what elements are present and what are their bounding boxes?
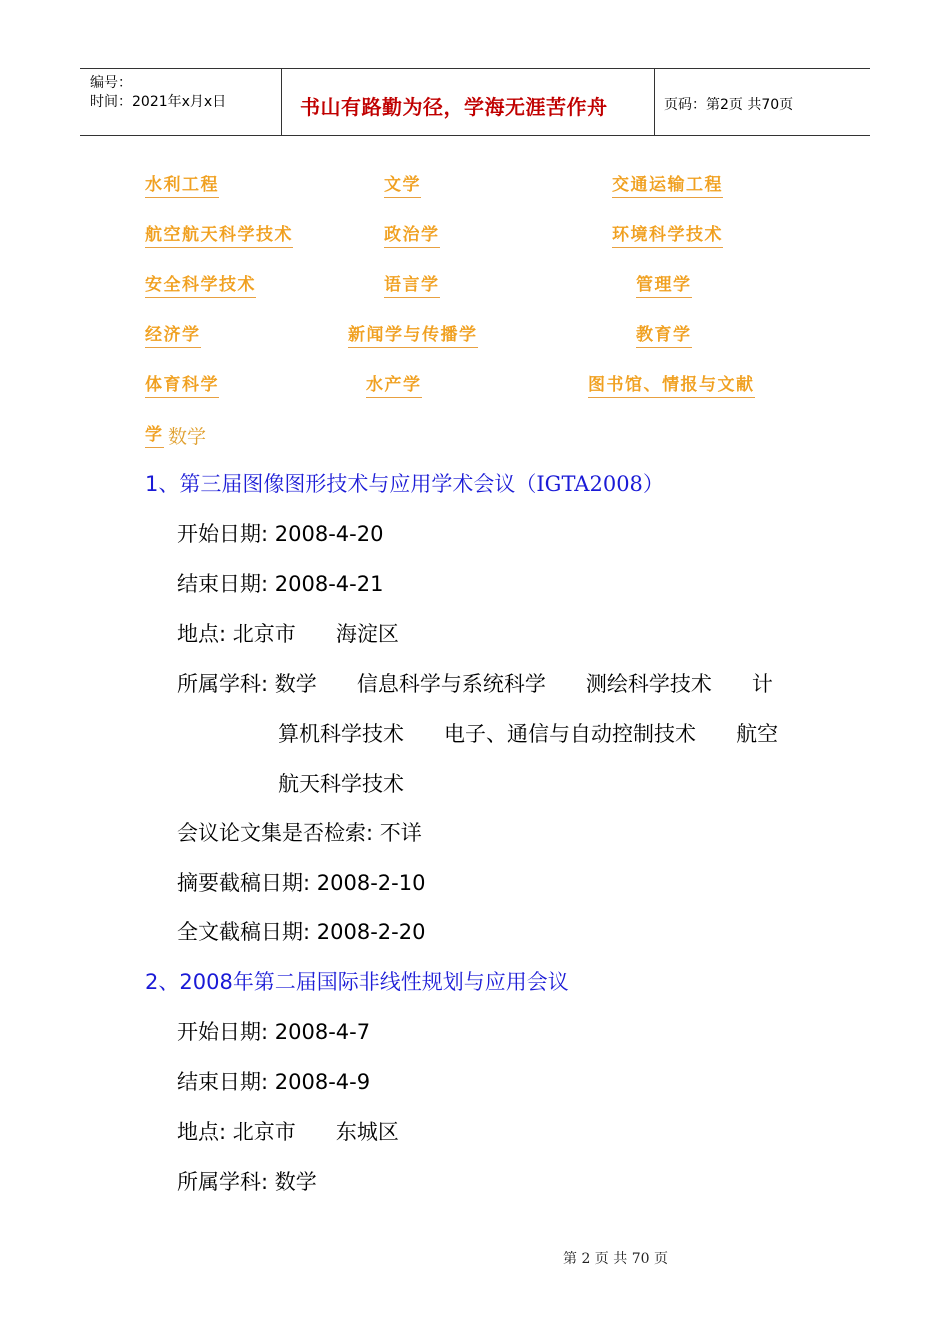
abstract-deadline-label: 摘要截稿日期:	[177, 871, 311, 895]
start-date-value: 2008-4-7	[274, 1020, 371, 1044]
fulltext-deadline-label: 全文截稿日期:	[177, 920, 311, 944]
end-date-value: 2008-4-21	[274, 572, 384, 596]
indexed-label: 会议论文集是否检索:	[177, 821, 374, 845]
subject-link-sports[interactable]: 体育科学	[145, 374, 219, 398]
header-divider-left	[281, 68, 282, 135]
conference-number: 1、	[145, 472, 180, 496]
header-bottom-rule	[80, 135, 870, 136]
subject-link-linguistics[interactable]: 语言学	[384, 274, 440, 298]
field-value: 数学	[274, 1170, 317, 1194]
header-top-rule	[80, 68, 870, 69]
end-date-label: 结束日期:	[177, 1070, 269, 1094]
location-row	[177, 1116, 399, 1146]
location-row	[177, 618, 399, 648]
field-row	[177, 1166, 317, 1196]
start-date-row	[177, 518, 383, 548]
page-footer: 第 2 页 共 70 页	[563, 1251, 668, 1267]
end-date-label: 结束日期:	[177, 572, 269, 596]
subject-link-library-info-tail[interactable]: 学	[145, 424, 164, 448]
conference-name: 第三届图像图形技术与应用学术会议（IGTA2008）	[179, 472, 664, 496]
field-value-line2: 算机科学技术 电子、通信与自动控制技术 航空	[278, 722, 779, 746]
end-date-value: 2008-4-9	[274, 1070, 371, 1094]
header-time-label: 时间：2021年x月x日	[90, 94, 227, 110]
location-label: 地点:	[177, 1120, 227, 1144]
location-label: 地点:	[177, 622, 227, 646]
indexed-value: 不详	[379, 821, 422, 845]
fulltext-deadline-value: 2008-2-20	[316, 920, 426, 944]
field-value-line3: 航天科学技术	[278, 772, 404, 796]
subject-link-fisheries[interactable]: 水产学	[366, 374, 422, 398]
subject-link-library-info[interactable]: 图书馆、情报与文献	[588, 374, 755, 398]
subject-link-education[interactable]: 教育学	[636, 324, 692, 348]
conference-title[interactable]	[145, 468, 664, 498]
field-row	[177, 668, 773, 698]
field-label: 所属学科:	[177, 1170, 269, 1194]
subject-link-safety[interactable]: 安全科学技术	[145, 274, 256, 298]
conference-name: 年第二届国际非线性规划与应用会议	[232, 970, 569, 994]
header-code-label: 编号：	[90, 75, 132, 91]
end-date-row	[177, 1066, 370, 1096]
abstract-deadline-row	[177, 867, 425, 897]
header-page-label: 页码：第2页 共70页	[664, 97, 794, 113]
subject-link-hydraulic-engineering[interactable]: 水利工程	[145, 174, 219, 198]
subject-link-transport-engineering[interactable]: 交通运输工程	[612, 174, 723, 198]
header-divider-right	[654, 68, 655, 135]
field-label: 所属学科:	[177, 672, 269, 696]
header-motto: 书山有路勤为径，学海无涯苦作舟	[300, 95, 608, 119]
indexed-row	[177, 817, 422, 847]
location-value: 北京市 东城区	[232, 1120, 399, 1144]
location-value: 北京市 海淀区	[232, 622, 399, 646]
current-subject-math: 数学	[168, 426, 207, 448]
field-value-line1: 数学 信息科学与系统科学 测绘科学技术 计	[274, 672, 773, 696]
conference-title[interactable]	[145, 966, 569, 996]
subject-link-environment[interactable]: 环境科学技术	[612, 224, 723, 248]
start-date-label: 开始日期:	[177, 1020, 269, 1044]
subject-link-management[interactable]: 管理学	[636, 274, 692, 298]
subject-link-politics[interactable]: 政治学	[384, 224, 440, 248]
end-date-row	[177, 568, 383, 598]
subject-link-literature[interactable]: 文学	[384, 174, 421, 198]
start-date-value: 2008-4-20	[274, 522, 384, 546]
start-date-label: 开始日期:	[177, 522, 269, 546]
fulltext-deadline-row	[177, 916, 425, 946]
conference-number: 2、2008	[145, 970, 233, 994]
start-date-row	[177, 1016, 370, 1046]
subject-link-aerospace[interactable]: 航空航天科学技术	[145, 224, 293, 248]
subject-link-economics[interactable]: 经济学	[145, 324, 201, 348]
abstract-deadline-value: 2008-2-10	[316, 871, 426, 895]
subject-link-journalism[interactable]: 新闻学与传播学	[348, 324, 478, 348]
